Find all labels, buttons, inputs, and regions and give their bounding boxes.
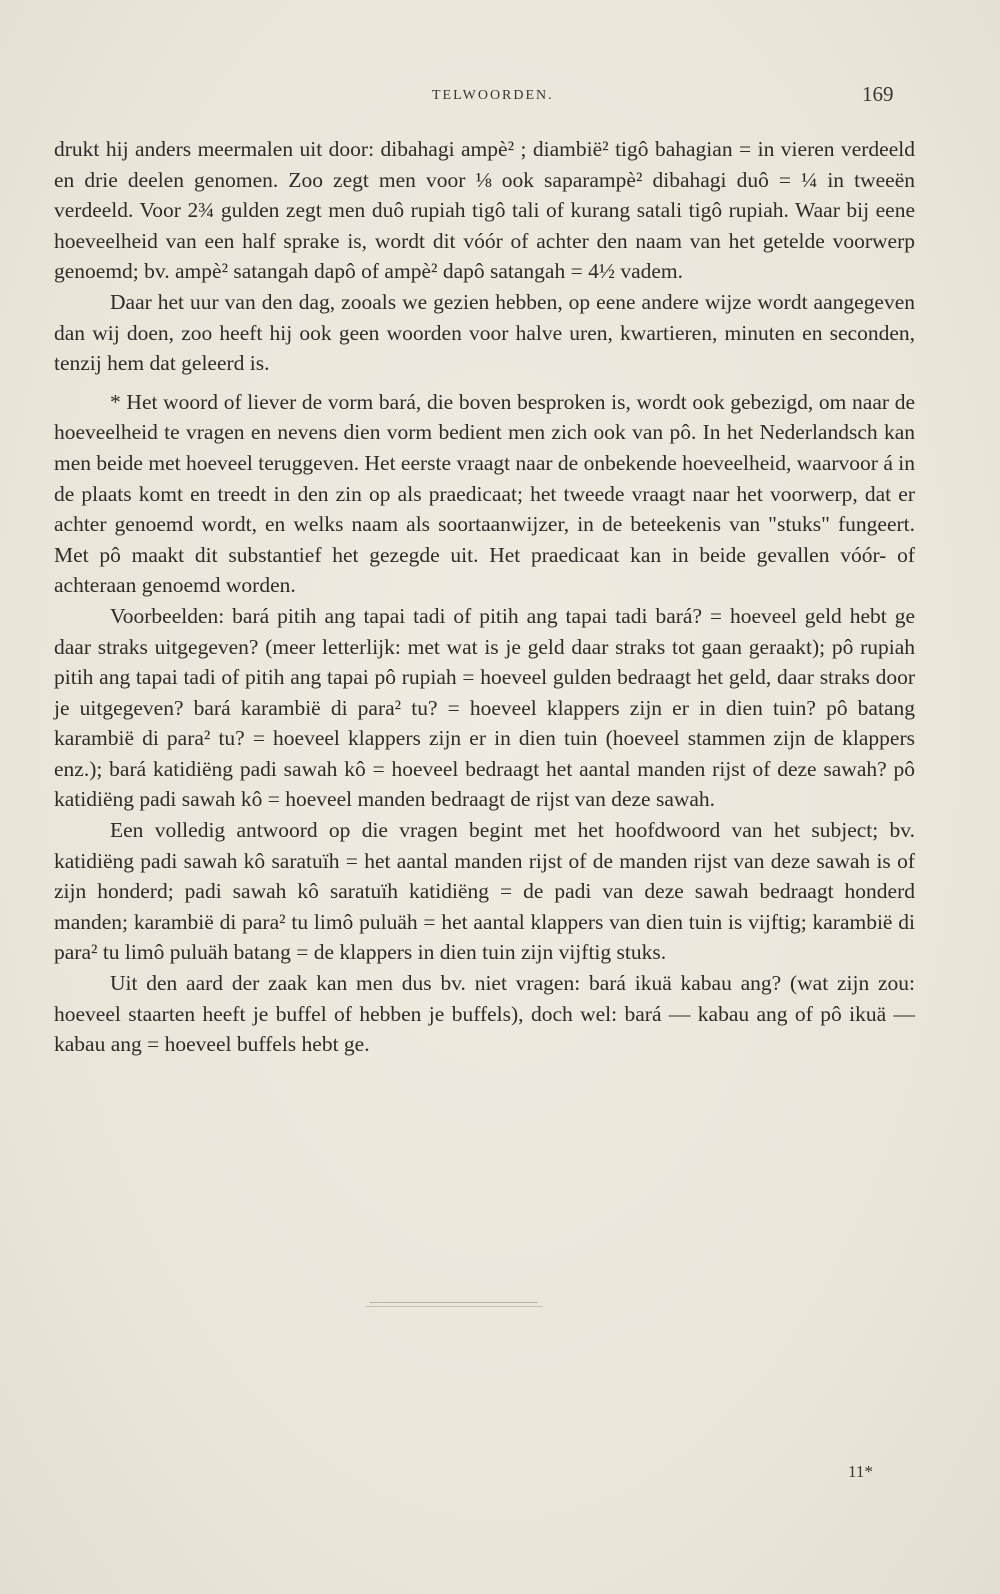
section-divider-shadow (365, 1306, 543, 1307)
paragraph-examples: Voorbeelden: bará pitih ang tapai tadi of pitih ang tapai tadi bará? = hoeveel geld hebt ge daar straks uitgegeven? (meer letterlijk: met wat is je geld daar straks tot gaan geraakt); pô rupiah pitih ang tapai tadi of pitih ang tapai pô rupiah = hoeveel gulden bedraagt het geld, daar straks door je uitgegeven? bará karambië di para² tu? = hoeveel klappers zijn er in dien tuin? pô batang karambië di para² tu? = hoeveel klappers zijn er in dien tuin (hoeveel stammen zijn de klappers enz.); bará katidiëng padi sawah kô = hoeveel bedraagt het aantal manden rijst of deze sawah? pô katidiëng padi sawah kô = hoeveel manden bedraagt de rijst van deze sawah. (54, 603, 915, 812)
page-number: 169 (862, 82, 894, 106)
paragraph-bara-po: * Het woord of liever de vorm bará, die boven besproken is, wordt ook gebezigd, om naar de hoeveelheid te vragen en nevens dien vorm bedient men zich ook van pô. In het Nederlandsch kan men beide met hoeveel teruggeven. Het eerste vraagt naar de onbekende hoeveelheid, waarvoor á in de plaats komt en treedt in den zin op als praedicaat; het tweede vraagt naar het voorwerp, dat er achter genoemd wordt, en welks naam als soortaanwijzer, in de beteekenis van "stuks" fungeert. Met pô maakt dit substantief het gezegde uit. Het praedicaat kan in beide gevallen vóór- of achteraan genoemd worden. (54, 389, 915, 598)
body-text (54, 134, 915, 1060)
signature-mark: 11* (848, 1462, 873, 1481)
paragraph-buffels: Uit den aard der zaak kan men dus bv. niet vragen: bará ikuä kabau ang? (wat zijn zou: hoeveel staarten heeft je buffel of hebben je buffels), doch wel: bará — kabau ang of pô ikuä — kabau ang = hoeveel buffels hebt ge. (54, 971, 915, 1057)
section-divider (370, 1302, 538, 1303)
paragraph-answers: Een volledig antwoord op die vragen begint met het hoofdwoord van het subject; bv. katidiëng padi sawah kô saratuïh = het aantal manden rijst of de manden rijst van deze sawah is of zijn honderd; padi sawah kô saratuïh katidiëng = de padi van deze sawah bedraagt honderd manden; karambië di para² tu limô puluäh = het aantal klappers van dien tuin is vijftig; karambië di para² tu limô puluäh batang = de klappers in dien tuin zijn vijftig stuks. (54, 818, 915, 965)
paragraph-hours: Daar het uur van den dag, zooals we gezien hebben, op eene andere wijze wordt aangegeven dan wij doen, zoo heeft hij ook geen woorden voor halve uren, kwartieren, minuten en seconden, tenzij hem dat geleerd is. (54, 289, 915, 376)
paragraph-fractions: drukt hij anders meermalen uit door: dibahagi ampè² ; diambië² tigô bahagian = in vieren verdeeld en drie deelen genomen. Zoo zegt men voor ⅛ ook saparampè² dibahagi duô = ¼ in tweeën verdeeld. Voor 2¾ gulden zegt men duô rupiah tigô tali of kurang satali tigô rupiah. Waar bij eene hoeveelheid van een half sprake is, wordt dit vóór of achter den naam van het getelde voorwerp genoemd; bv. ampè² satangah dapô of ampè² dapô satangah = 4½ vadem. (54, 137, 915, 284)
running-head: TELWOORDEN. (432, 88, 554, 103)
